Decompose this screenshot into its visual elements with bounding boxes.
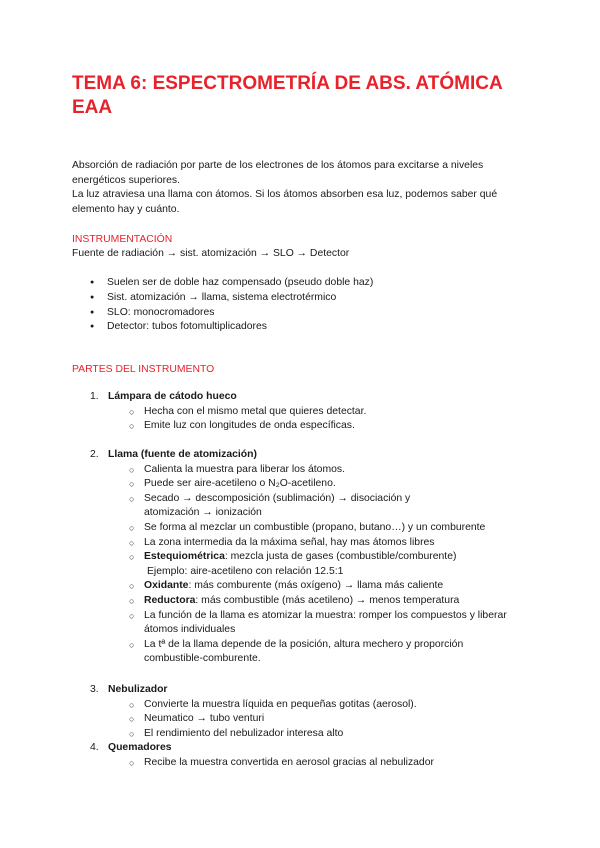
estequiometrica-example: Ejemplo: aire-acetileno con relación 12.5:1 xyxy=(147,565,344,577)
part-title xyxy=(72,683,542,698)
part-title xyxy=(72,448,542,463)
bullet-item: ● SLO: monocromadores xyxy=(72,306,373,321)
sub-item: ○ Convierte la muestra líquida en pequeñas gotitas (aerosol). xyxy=(72,698,542,713)
sub-item: ○ Neumatico → tubo venturi xyxy=(72,712,542,727)
part-item-4 xyxy=(72,741,542,770)
sub-item: ○ Calienta la muestra para liberar los átomos. xyxy=(72,463,542,478)
sub-item-reductora xyxy=(72,594,542,609)
intro-paragraph-2: La luz atraviesa una llama con átomos. Si los átomos absorben esa luz, podemos saber qué elemento hay y cuánto. xyxy=(72,189,498,215)
sub-item: ○ Recibe la muestra convertida en aerosol gracias al nebulizador xyxy=(72,756,542,771)
part-title-text: Nebulizador xyxy=(108,684,168,695)
sub-item-oxidante xyxy=(72,579,542,594)
part-title-text: Lámpara de cátodo hueco xyxy=(108,391,237,402)
intro-paragraph-1: Absorción de radiación por parte de los electrones de los átomos para excitarse a niveles energéticos superiores. xyxy=(72,160,484,186)
reductora-label: Reductora xyxy=(144,594,196,606)
part-title xyxy=(72,741,542,756)
sub-item: ○ Secado → descomposición (sublimación) → disociación y atomización → ionización xyxy=(72,492,542,521)
reductora-text: : más combustible (más acetileno) → menos temperatura xyxy=(195,594,460,606)
estequiometrica-text: : mezcla justa de gases (combustible/comburente) xyxy=(224,551,457,563)
part-item-1 xyxy=(72,390,542,434)
part-title xyxy=(72,390,542,405)
bullet-item: ● Detector: tubos fotomultiplicadores xyxy=(72,320,373,335)
part-number: 1. xyxy=(90,391,99,402)
sub-item: ○ La tª de la llama depende de la posición, altura mechero y proporción combustible-comburente. xyxy=(72,638,542,667)
sub-item: ○ La función de la llama es atomizar la muestra: romper los compuestos y liberar átomos individuales xyxy=(72,609,542,638)
part-title-text: Quemadores xyxy=(108,742,172,753)
sub-item: ○ Puede ser aire-acetileno o N₂O-acetileno. xyxy=(72,477,542,492)
sub-item: ○ Se forma al mezclar un combustible (propano, butano…) y un comburente xyxy=(72,521,542,536)
instrumentacion-line: Fuente de radiación → sist. atomización → SLO → Detector xyxy=(72,248,350,259)
sub-list xyxy=(72,698,542,742)
part-number: 3. xyxy=(90,684,99,695)
part-number: 4. xyxy=(90,742,99,753)
instrumentacion-heading: INSTRUMENTACIÓN xyxy=(72,234,173,245)
instrumentacion-bullets xyxy=(72,276,373,335)
sub-list xyxy=(72,463,542,667)
oxidante-text: : más comburente (más oxígeno) → llama más caliente xyxy=(188,580,444,592)
sub-list xyxy=(72,405,542,434)
bullet-item: ● Suelen ser de doble haz compensado (pseudo doble haz) xyxy=(72,276,373,291)
page-title: TEMA 6: ESPECTROMETRÍA DE ABS. ATÓMICA EAA xyxy=(72,73,502,118)
part-item-2 xyxy=(72,448,542,667)
estequiometrica-label: Estequiométrica xyxy=(144,551,225,563)
sub-list xyxy=(72,756,542,771)
partes-heading: PARTES DEL INSTRUMENTO xyxy=(72,364,215,375)
sub-item: ○ Hecha con el mismo metal que quieres detectar. xyxy=(72,405,542,420)
sub-item-estequiometrica xyxy=(72,550,542,579)
oxidante-label: Oxidante xyxy=(144,580,189,592)
sub-item: ○ Emite luz con longitudes de onda específicas. xyxy=(72,419,542,434)
sub-item: ○ El rendimiento del nebulizador interesa alto xyxy=(72,727,542,742)
bullet-item: ● Sist. atomización → llama, sistema electrotérmico xyxy=(72,291,373,306)
part-number: 2. xyxy=(90,449,99,460)
sub-item: ○ La zona intermedia da la máxima señal, hay mas átomos libres xyxy=(72,536,542,551)
part-title-text: Llama (fuente de atomización) xyxy=(108,449,257,460)
part-item-3 xyxy=(72,683,542,741)
